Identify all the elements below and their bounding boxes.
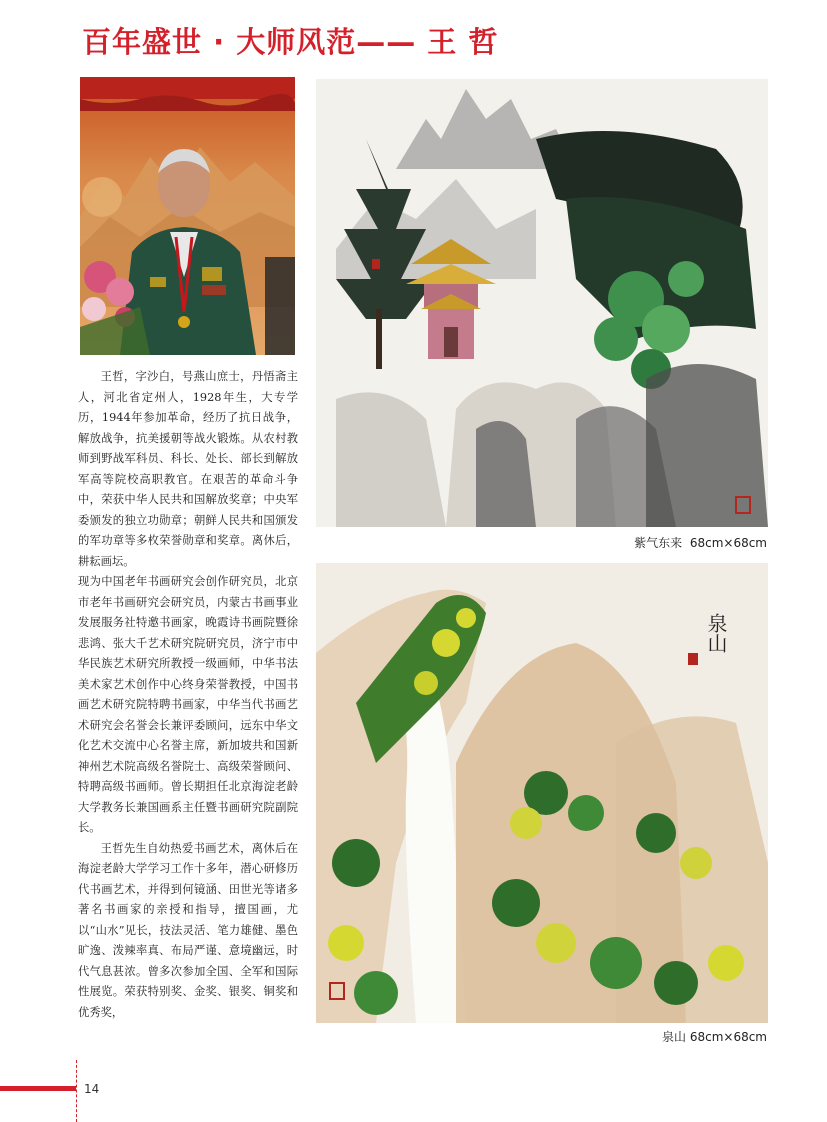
painting-inscription: 泉山: [704, 613, 728, 653]
bio-paragraph: 现为中国老年书画研究会创作研究员，北京市老年书画研究会研究员，内蒙古书画事业发展服务社特邀书画家，晚霞诗书画院暨徐悲鸿、张大千艺术研究院研究员，济宁市中华民族艺术研究所教授一级画师，中华书法美术家艺术创作中心终身荣誉教授，中国书画艺术研究院特聘书画家，中华当代书画艺术研究会名誉会长兼评委顾问，远东中华文化艺术交流中心名誉主席，新加坡共和国新神州艺术院高级名誉院士、高级荣誉顾问、特聘高级书画师。曾长期担任北京海淀老龄大学教务长兼国画系主任暨书画研究院副院长。: [78, 575, 298, 834]
footer-divider: [76, 1060, 77, 1122]
painting-title: 紫气东来: [634, 536, 683, 550]
footer-accent-bar: [0, 1086, 76, 1091]
artist-portrait-photo: [80, 77, 295, 355]
painting-size: 68cm×68cm: [689, 536, 767, 550]
bio-paragraph: 王哲先生自幼热爱书画艺术，离休后在海淀老龄大学学习工作十多年，潜心研修历代书画艺术，并得到何镜涵、田世光等诸多著名书画家的亲授和指导，擅国画，尤以“山水”见长，技法灵活、笔力雄健、墨色旷逸、泼辣率真、布局严谨、意境幽远，时代气息甚浓。曾多次参加全国、全军和国际性展览。荣获特别奖、金奖、银奖、铜奖和优秀奖，: [78, 841, 298, 1019]
painting-title: 泉山: [661, 1030, 686, 1044]
painting-size: 68cm×68cm: [689, 1030, 767, 1044]
bio-paragraph: 王哲，字沙白，号燕山庶士，丹悟斋主人，河北省定州人，1928年生，大专学历，1944年参加革命，经历了抗日战争，解放战争，抗美援朝等战火锻炼。从农村教师到野战军科员、科长、处长、部长到解放军高等院校高职教官。在艰苦的革命斗争中，荣获中华人民共和国解放奖章；中央军委颁发的独立功勋章；朝鲜人民共和国颁发的军功章等多枚荣誉勋章和奖章。离休后，耕耘画坛。: [78, 370, 298, 568]
painting-quan-shan: [316, 563, 768, 1023]
painting-caption: [634, 534, 767, 551]
painting-caption: [662, 1028, 767, 1045]
page-title: 百年盛世 · 大师风范—— 王 哲: [82, 25, 499, 59]
page-number: 14: [84, 1082, 100, 1096]
painting-ziqi-donglai: [316, 79, 768, 527]
artist-biography: [78, 367, 298, 1023]
